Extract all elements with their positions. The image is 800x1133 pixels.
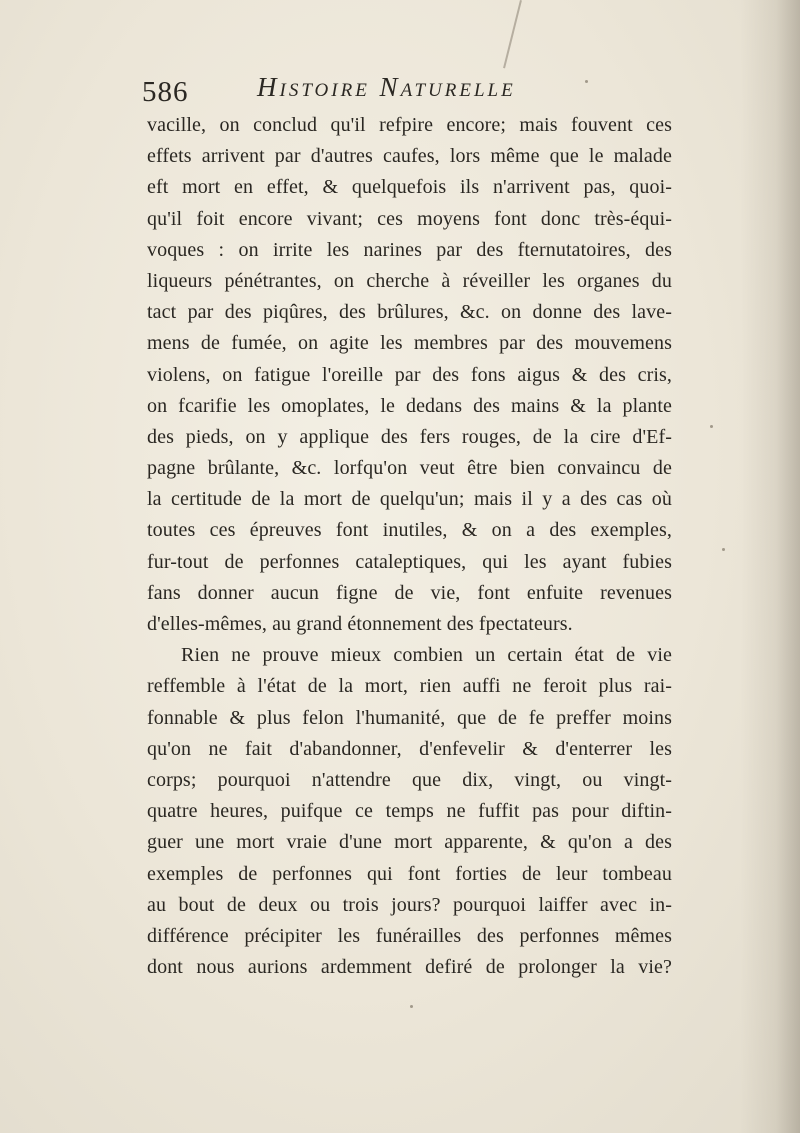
text-line: des pieds, on y applique des fers rouges, de la cire d'Ef- bbox=[147, 425, 672, 448]
text-line: fonnable & plus felon l'humanité, que de fe preffer moins bbox=[147, 706, 672, 729]
body-text bbox=[147, 110, 672, 983]
text-line: corps; pourquoi n'attendre que dix, vingt, ou vingt- bbox=[147, 768, 672, 791]
paper-speck bbox=[585, 80, 588, 83]
page-number: 586 bbox=[142, 76, 189, 108]
text-line: qu'on ne fait d'abandonner, d'enfevelir & d'enterrer les bbox=[147, 737, 672, 760]
text-line: pagne brûlante, &c. lorfqu'on veut être bien convaincu de bbox=[147, 457, 672, 480]
text-line: dont nous aurions ardemment defiré de prolonger la vie? bbox=[147, 956, 672, 979]
text-line: eft mort en effet, & quelquefois ils n'arrivent pas, quoi- bbox=[147, 176, 672, 199]
text-line: vacille, on conclud qu'il refpire encore; mais fouvent ces bbox=[147, 114, 672, 136]
page-edge-shadow bbox=[740, 0, 800, 1133]
paper-speck bbox=[722, 548, 725, 551]
text-line: fur-tout de perfonnes cataleptiques, qui les ayant fubies bbox=[147, 550, 672, 573]
text-line: violens, on fatigue l'oreille par des fons aigus & des cris, bbox=[147, 363, 672, 386]
text-line: tact par des piqûres, des brûlures, &c. on donne des lave- bbox=[147, 301, 672, 324]
text-line: guer une mort vraie d'une mort apparente, & qu'on a des bbox=[147, 831, 672, 854]
text-line: différence précipiter les funérailles des perfonnes mêmes bbox=[147, 924, 672, 947]
text-line: exemples de perfonnes qui font forties de leur tombeau bbox=[147, 862, 672, 885]
paragraph-end-line: d'elles-mêmes, au grand étonnement des fpectateurs. bbox=[147, 613, 573, 635]
text-line: quatre heures, puifque ce temps ne fuffit pas pour diftin- bbox=[147, 800, 672, 823]
text-line: mens de fumée, on agite les membres par des mouvemens bbox=[147, 332, 672, 355]
paper-speck bbox=[410, 1005, 413, 1008]
text-line: qu'il foit encore vivant; ces moyens font donc très-équi- bbox=[147, 207, 672, 230]
running-title: Histoire Naturelle bbox=[257, 72, 516, 102]
text-line: effets arrivent par d'autres caufes, lors même que le malade bbox=[147, 145, 672, 168]
text-line: liqueurs pénétrantes, on cherche à réveiller les organes du bbox=[147, 269, 672, 292]
paper-crease bbox=[503, 0, 522, 68]
text-line: la certitude de la mort de quelqu'un; mais il y a des cas où bbox=[147, 488, 672, 511]
text-line: toutes ces épreuves font inutiles, & on a des exemples, bbox=[147, 519, 672, 542]
text-line: reffemble à l'état de la mort, rien auffi ne feroit plus rai- bbox=[147, 675, 672, 698]
paper-speck bbox=[710, 425, 713, 428]
text-line: au bout de deux ou trois jours? pourquoi laiffer avec in- bbox=[147, 893, 672, 916]
paragraph-start-line: Rien ne prouve mieux combien un certain état de vie bbox=[181, 644, 672, 667]
text-line: voques : on irrite les narines par des fternutatoires, des bbox=[147, 238, 672, 261]
text-line: fans donner aucun figne de vie, font enfuite revenues bbox=[147, 581, 672, 604]
text-line: on fcarifie les omoplates, le dedans des mains & la plante bbox=[147, 394, 672, 417]
